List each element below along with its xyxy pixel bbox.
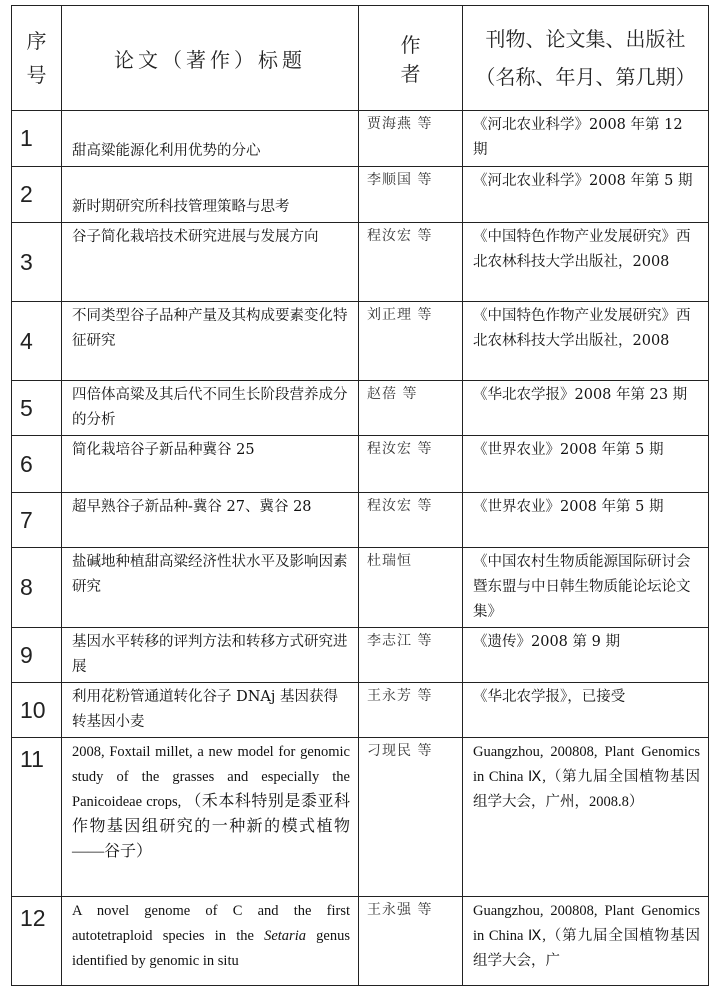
row-title: 利用花粉管通道转化谷子 DNAj 基因获得转基因小麦	[62, 683, 359, 738]
publication-table	[11, 5, 709, 986]
row-title: 不同类型谷子品种产量及其构成要素变化特征研究	[62, 302, 359, 381]
row-author: 王永芳 等	[359, 683, 463, 738]
row-number: 12	[12, 897, 62, 986]
row-title: 四倍体高粱及其后代不同生长阶段营养成分的分析	[62, 381, 359, 436]
row-publication-chinese: （第九届全国植物基因组学大会，广	[473, 928, 701, 969]
table-row	[12, 167, 709, 223]
table-row	[12, 381, 709, 436]
row-title-english: 2008, Foxtail millet, a new model for genomic study of the grasses and especially the Panicoideae crops,	[72, 744, 350, 810]
row-title-english-b: genus identified by genomic in situ	[72, 928, 350, 969]
row-author: 贾海燕 等	[359, 111, 463, 167]
table-row	[12, 493, 709, 548]
row-number: 3	[12, 223, 62, 302]
row-publication: 《河北农业科学》2008 年第 5 期	[463, 167, 709, 223]
header-number	[12, 6, 62, 111]
row-author: 赵蓓 等	[359, 381, 463, 436]
table-row	[12, 548, 709, 628]
row-author: 王永强 等	[359, 897, 463, 986]
row-author: 程汝宏 等	[359, 493, 463, 548]
row-number: 5	[12, 381, 62, 436]
table-row	[12, 111, 709, 167]
table-row	[12, 223, 709, 302]
row-author: 李志江 等	[359, 628, 463, 683]
row-publication: 《中国特色作物产业发展研究》西北农林科技大学出版社，2008	[463, 302, 709, 381]
row-publication-chinese: （第九届全国植物基因组学大会，广州，2008.8）	[473, 769, 701, 810]
row-publication: 《中国特色作物产业发展研究》西北农林科技大学出版社，2008	[463, 223, 709, 302]
row-number: 4	[12, 302, 62, 381]
table-row	[12, 436, 709, 493]
table-row	[12, 302, 709, 381]
row-publication	[463, 897, 709, 986]
table-row	[12, 738, 709, 897]
row-number: 10	[12, 683, 62, 738]
row-number: 9	[12, 628, 62, 683]
row-author: 刘正理 等	[359, 302, 463, 381]
row-title: 简化栽培谷子新品种冀谷 25	[62, 436, 359, 493]
row-number: 1	[12, 111, 62, 167]
row-title: 新时期研究所科技管理策略与思考	[62, 167, 359, 223]
row-title: 基因水平转移的评判方法和转移方式研究进展	[62, 628, 359, 683]
table-row	[12, 628, 709, 683]
row-publication	[463, 738, 709, 897]
row-author: 李顺国 等	[359, 167, 463, 223]
row-publication-english: Guangzhou, 200808, Plant Genomics in China Ⅸ,	[473, 744, 700, 785]
row-number: 7	[12, 493, 62, 548]
header-publication	[463, 6, 709, 111]
row-title: 超早熟谷子新品种-冀谷 27、冀谷 28	[62, 493, 359, 548]
row-author: 刁现民 等	[359, 738, 463, 897]
header-publication-line1: 刊物、论文集、出版社	[485, 27, 686, 51]
row-title	[62, 897, 359, 986]
header-number-line1: 序	[26, 29, 47, 53]
header-title: 论文（著作）标题	[62, 6, 359, 111]
header-number-line2: 号	[26, 63, 47, 87]
row-publication: 《中国农村生物质能源国际研讨会暨东盟与中日韩生物质能论坛论文集》	[463, 548, 709, 628]
row-title: 盐碱地种植甜高粱经济性状水平及影响因素研究	[62, 548, 359, 628]
row-author: 程汝宏 等	[359, 223, 463, 302]
row-publication-english: Guangzhou, 200808, Plant Genomics in China Ⅸ,	[473, 903, 700, 944]
row-title-english-a: A novel genome of C and the first autotetraploid species in the	[72, 903, 350, 944]
row-number: 11	[12, 738, 62, 897]
row-number: 2	[12, 167, 62, 223]
row-publication: 《世界农业》2008 年第 5 期	[463, 436, 709, 493]
header-row	[12, 6, 709, 111]
row-publication: 《河北农业科学》2008 年第 12 期	[463, 111, 709, 167]
row-author: 程汝宏 等	[359, 436, 463, 493]
table-row	[12, 897, 709, 986]
row-title	[62, 738, 359, 897]
row-publication: 《遗传》2008 第 9 期	[463, 628, 709, 683]
header-publication-line2: （名称、年月、第几期）	[475, 65, 696, 89]
table-row	[12, 683, 709, 738]
row-number: 8	[12, 548, 62, 628]
row-publication: 《华北农学报》，已接受	[463, 683, 709, 738]
row-number: 6	[12, 436, 62, 493]
row-title-english-italic: Setaria	[264, 928, 306, 944]
header-author: 作者	[359, 6, 463, 111]
row-title: 谷子简化栽培技术研究进展与发展方向	[62, 223, 359, 302]
row-publication: 《华北农学报》2008 年第 23 期	[463, 381, 709, 436]
row-title: 甜高粱能源化利用优势的分心	[62, 111, 359, 167]
row-title-chinese: （禾本科特别是黍亚科作物基因组研究的一种新的模式植物——谷子）	[72, 793, 350, 860]
row-author: 杜瑞恒	[359, 548, 463, 628]
row-publication: 《世界农业》2008 年第 5 期	[463, 493, 709, 548]
